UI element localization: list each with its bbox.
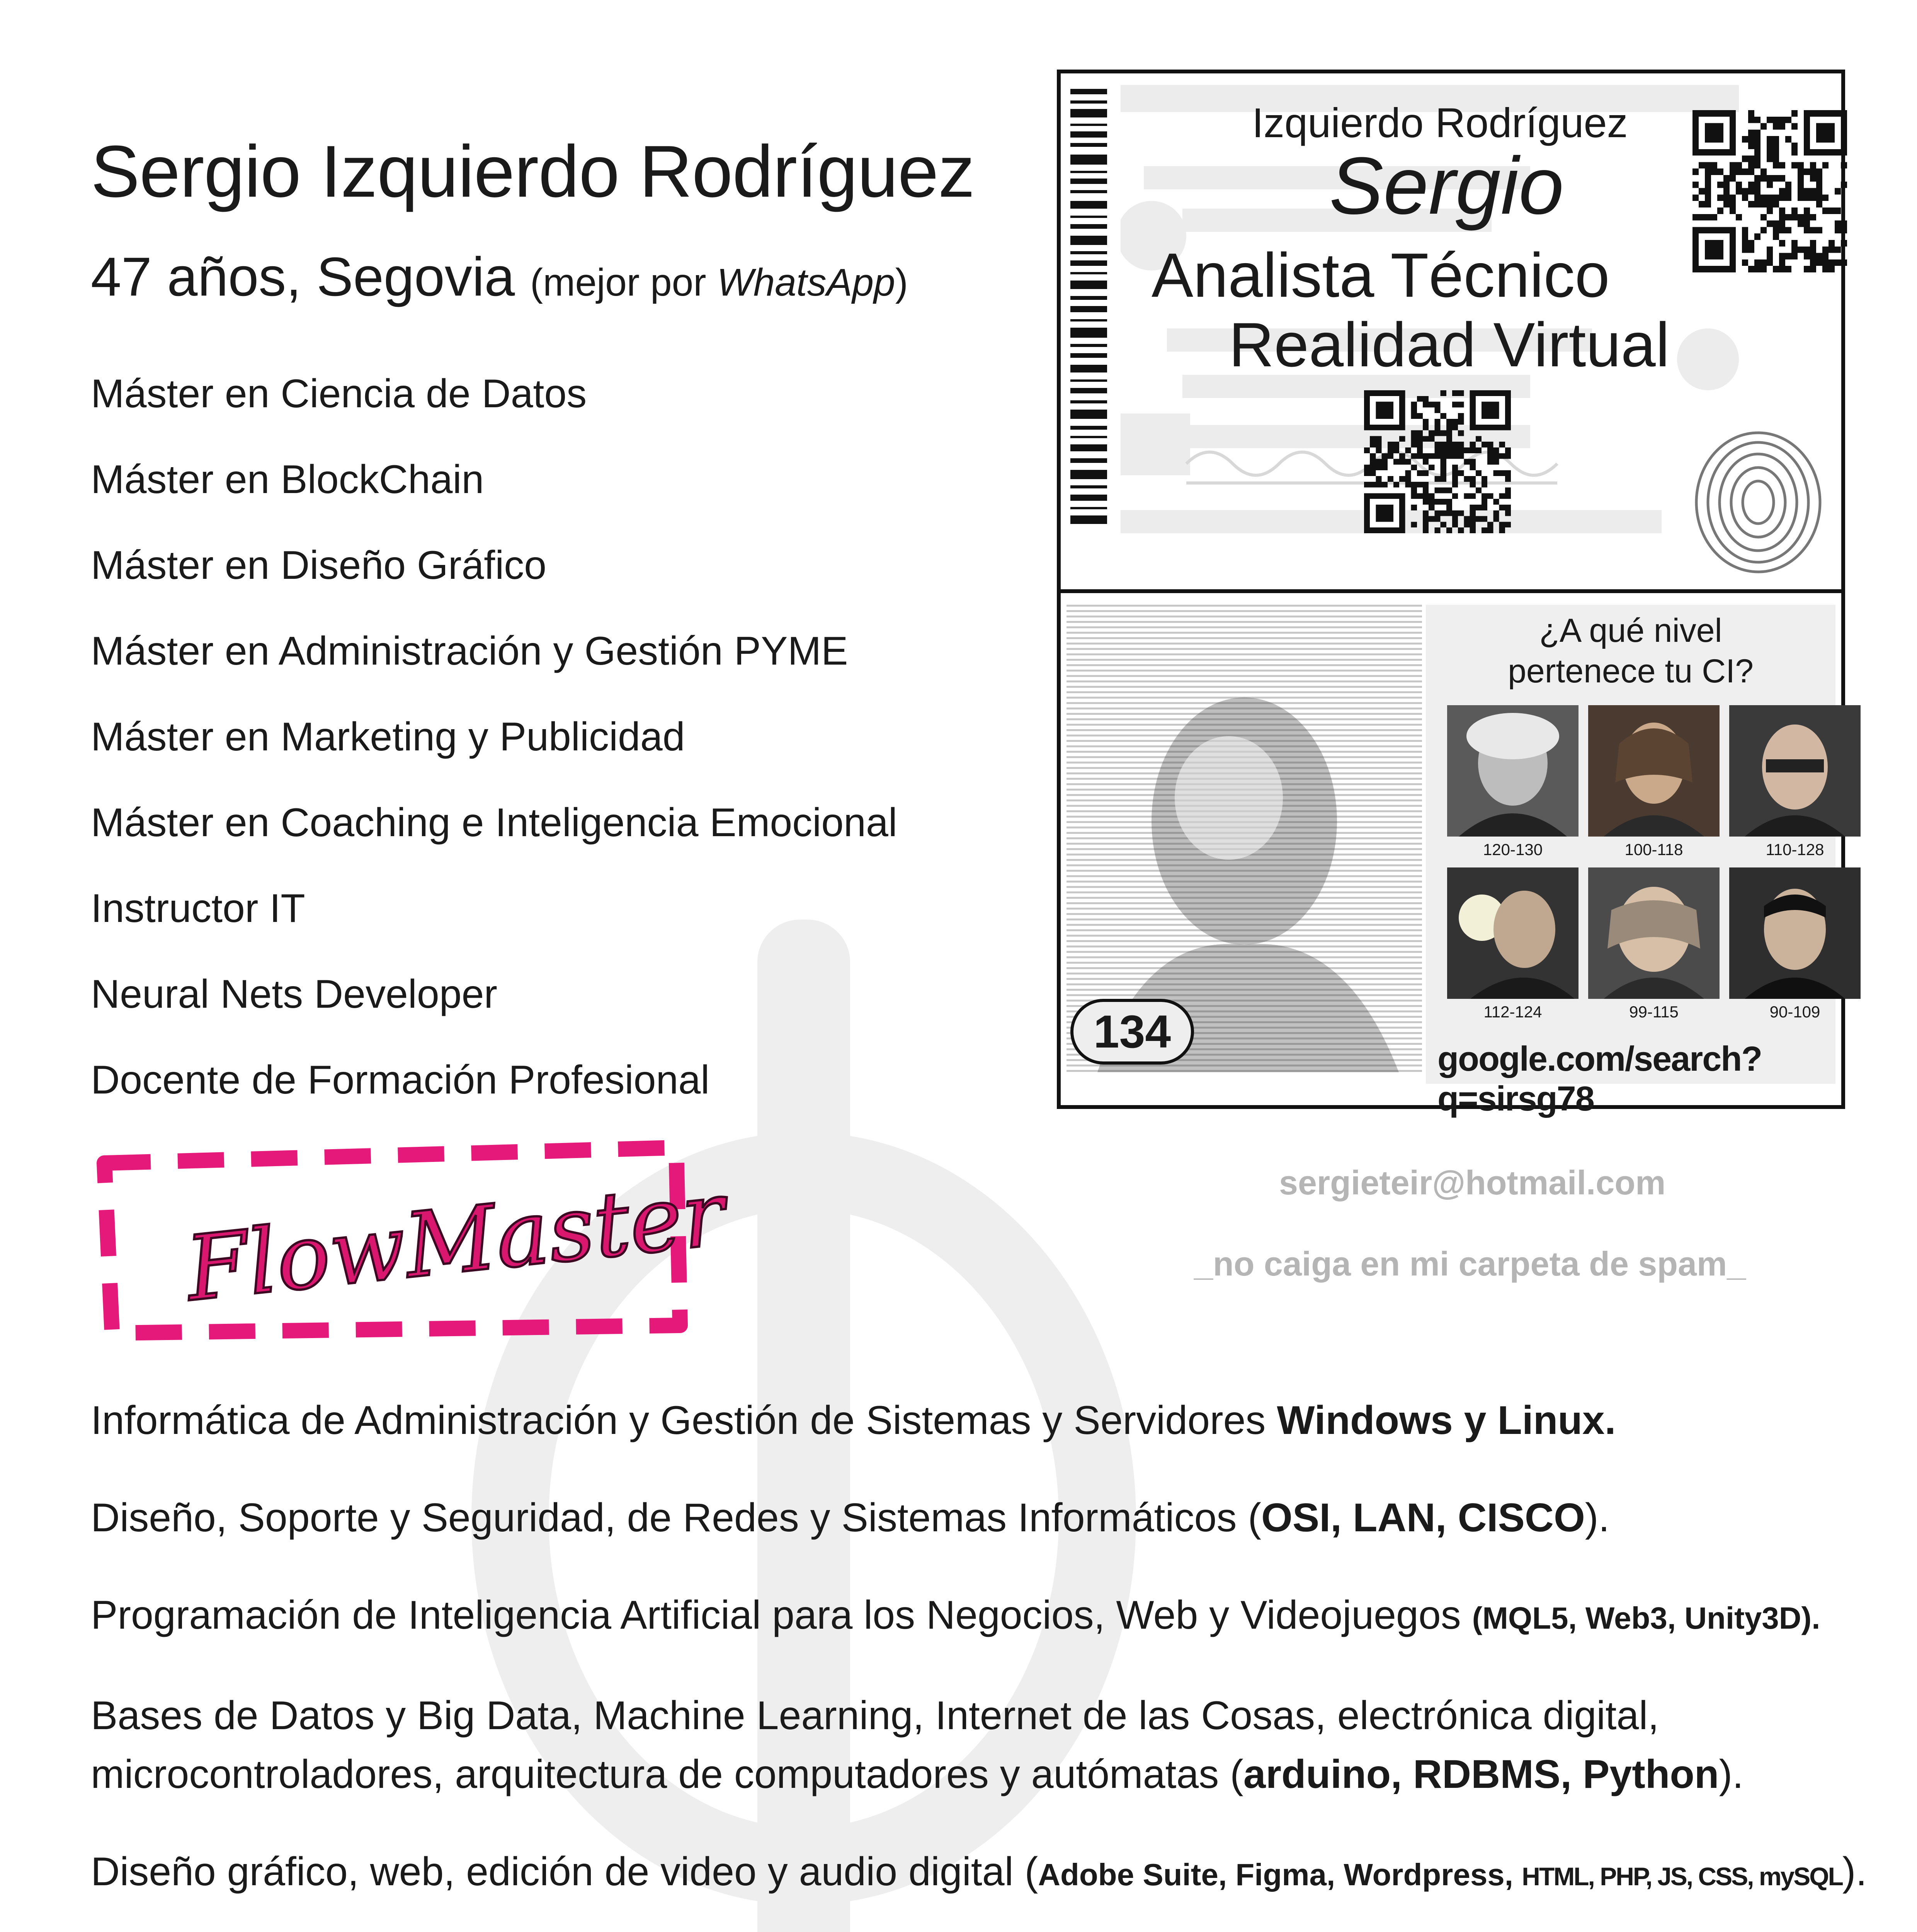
degree-item: Máster en Coaching e Inteligencia Emocional [91,800,897,845]
iq-range-label: 112-124 [1483,1003,1542,1021]
iq-search-link[interactable]: google.com/search?q=sirsg78 [1437,1040,1762,1118]
degree-item: Máster en BlockChain [91,457,484,502]
iq-score-badge: 134 [1070,999,1194,1065]
iq-range-label: 100-118 [1624,840,1683,859]
degree-item: Máster en Marketing y Publicidad [91,714,685,759]
skill-item: Informática de Administración y Gestión de Sistemas y Servidores Windows y Linux. [91,1398,1616,1443]
full-name: Sergio Izquierdo Rodríguez [91,131,975,213]
spam-note: _no caiga en mi carpeta de spam_ [1194,1245,1746,1283]
whatsapp-label: WhatsApp [717,261,895,304]
qr-code-icon [1364,390,1511,533]
card-role-line2: Realidad Virtual [1229,310,1670,380]
iq-range-label: 120-130 [1483,840,1543,859]
portrait-photo [1729,867,1861,999]
iq-range-label: 99-115 [1629,1003,1679,1021]
iq-range-label: 110-128 [1766,840,1824,859]
portrait-photo [1729,705,1861,837]
barcode-icon [1070,89,1107,526]
iq-question-line2: pertenece tu CI? [1508,653,1754,690]
contact-preference: (mejor por WhatsApp) [530,261,908,304]
portrait-photo [1447,705,1579,837]
age-location-text: 47 años, Segovia [91,246,515,308]
degree-item: Neural Nets Developer [91,972,498,1017]
card-first-name: Sergio [1329,140,1564,231]
qr-code-icon [1692,110,1847,272]
degree-list [91,371,897,1143]
degree-item: Instructor IT [91,886,305,931]
skill-item: Diseño gráfico, web, edición de video y audio digital (Adobe Suite, Figma, Wordpress, HTML, PHP, JS, CSS, mySQL). [91,1849,1867,1894]
degree-item: Máster en Administración y Gestión PYME [91,629,848,673]
degree-item: Máster en Diseño Gráfico [91,543,547,588]
flowmaster-logo-text: FlowMaster [181,1162,730,1321]
age-location [91,245,908,309]
fingerprint-icon [1685,429,1832,576]
card-divider [1057,589,1845,593]
email-link[interactable]: sergieteir@hotmail.com [1279,1163,1666,1202]
iq-question [1426,611,1835,692]
card-role-line1: Analista Técnico [1152,240,1610,310]
skill-item: Diseño, Soporte y Seguridad, de Redes y Sistemas Informáticos (OSI, LAN, CISCO). [91,1495,1610,1540]
skills-section [91,1391,1868,1932]
skill-item: Bases de Datos y Big Data, Machine Learning, Internet de las Cosas, electrónica digital, microcontroladores, arquitectura de computadores y autómatas (arduino, RDBMS, Python). [91,1693,1744,1797]
portrait-photo [1447,867,1579,999]
portrait-photo [1588,705,1720,837]
iq-range-label: 90-109 [1769,1003,1820,1021]
degree-item: Máster en Ciencia de Datos [91,371,587,416]
portrait-photo [1588,867,1720,999]
card-surname: Izquierdo Rodríguez [1252,99,1628,146]
iq-question-line1: ¿A qué nivel [1539,612,1722,649]
skill-item: Programación de Inteligencia Artificial para los Negocios, Web y Videojuegos (MQL5, Web3, Unity3D). [91,1593,1820,1638]
degree-item: Docente de Formación Profesional [91,1058,710,1102]
